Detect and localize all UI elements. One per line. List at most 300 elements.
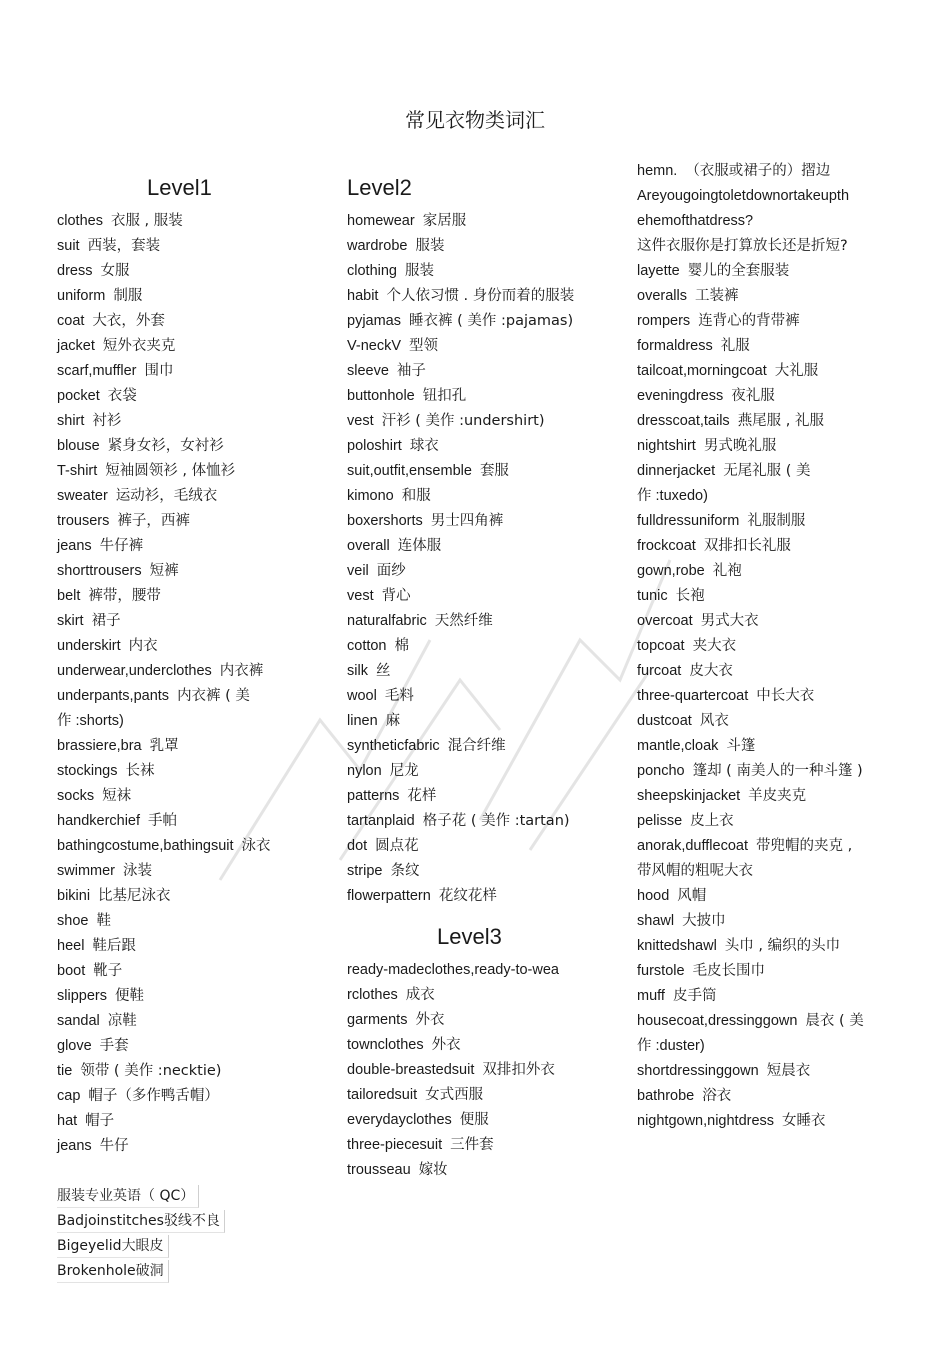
qc-entry-box	[57, 1185, 199, 1208]
vocab-english: slippers	[57, 988, 107, 1004]
vocab-entry	[347, 1158, 559, 1183]
vocab-entry	[57, 534, 271, 559]
vocab-chinese: 晨衣 ( 美	[805, 1013, 864, 1029]
vocab-entry	[637, 234, 864, 259]
vocab-chinese: 领带 ( 美作 :necktie)	[80, 1063, 222, 1079]
vocab-chinese: 制服	[113, 288, 143, 304]
vocab-chinese: 女睡衣	[782, 1113, 826, 1129]
vocab-english: tie	[57, 1063, 73, 1079]
vocab-chinese: 帽子（多作鸭舌帽）	[88, 1088, 219, 1104]
vocab-chinese: 短袜	[102, 788, 132, 804]
vocab-chinese: 浴衣	[702, 1088, 732, 1104]
vocab-entry	[637, 259, 864, 284]
vocab-entry	[637, 459, 864, 484]
vocab-entry	[637, 934, 864, 959]
vocab-english: coat	[57, 313, 85, 329]
vocab-chinese: 皮手筒	[672, 988, 717, 1004]
vocab-entry	[347, 684, 574, 709]
vocab-entry	[57, 784, 271, 809]
vocab-chinese: 工装裤	[694, 288, 739, 304]
vocab-chinese: 混合纤维	[447, 738, 506, 754]
qc-entry-box	[57, 1260, 169, 1283]
vocab-chinese: 泳衣	[241, 838, 271, 854]
vocab-chinese: 围巾	[144, 363, 174, 379]
vocab-english: linen	[347, 713, 378, 729]
vocab-english: ehemofthatdress?	[637, 213, 754, 229]
vocab-chinese: 成衣	[405, 987, 435, 1003]
vocab-chinese: 皮上衣	[690, 813, 734, 829]
vocab-english: 作 :tuxedo)	[637, 488, 708, 504]
vocab-chinese: 大衣，外套	[92, 313, 165, 329]
vocab-entry	[637, 309, 864, 334]
vocab-entry	[347, 884, 574, 909]
vocab-entry	[347, 459, 574, 484]
vocab-english: eveningdress	[637, 388, 724, 404]
vocab-entry	[347, 384, 574, 409]
vocab-chinese: 大披巾	[682, 913, 726, 929]
vocab-english: Badjoinstitches	[57, 1213, 164, 1229]
vocab-entry	[57, 559, 271, 584]
level1-heading: Level1	[147, 175, 212, 200]
vocab-english: sleeve	[347, 363, 389, 379]
vocab-chinese: 燕尾服 , 礼服	[737, 413, 825, 429]
vocab-chinese: 衬衫	[92, 413, 122, 429]
vocab-chinese: 便鞋	[114, 988, 144, 1004]
vocab-entry	[347, 1033, 559, 1058]
vocab-chinese: 衣服 , 服装	[110, 213, 183, 229]
vocab-english: bathingcostume,bathingsuit	[57, 838, 234, 854]
vocab-english: nylon	[347, 763, 382, 779]
vocab-english: housecoat,dressinggown	[637, 1013, 798, 1029]
level1-vocab-list	[57, 209, 271, 1159]
vocab-english: furcoat	[637, 663, 682, 679]
vocab-chinese: 男士四角裤	[430, 513, 504, 529]
vocab-chinese: 男式大衣	[700, 613, 759, 629]
vocab-entry	[57, 409, 271, 434]
vocab-chinese: 服装	[415, 238, 445, 254]
vocab-chinese: 家居服	[422, 213, 467, 229]
vocab-entry	[57, 634, 271, 659]
vocab-english: clothes	[57, 213, 103, 229]
vocab-english: buttonhole	[347, 388, 415, 404]
vocab-english: trousers	[57, 513, 110, 529]
vocab-chinese: 套服	[479, 463, 509, 479]
vocab-chinese: 鞋后跟	[92, 938, 136, 954]
vocab-chinese: 中长大衣	[756, 688, 815, 704]
vocab-english: formaldress	[637, 338, 713, 354]
vocab-entry	[57, 909, 271, 934]
vocab-english: flowerpattern	[347, 888, 431, 904]
vocab-english: socks	[57, 788, 95, 804]
vocab-chinese: 靴子	[93, 963, 123, 979]
vocab-entry	[637, 859, 864, 884]
vocab-english: stockings	[57, 763, 118, 779]
vocab-entry	[347, 409, 574, 434]
vocab-entry	[347, 559, 574, 584]
vocab-english: skirt	[57, 613, 84, 629]
vocab-english: topcoat	[637, 638, 685, 654]
vocab-english: rclothes	[347, 987, 398, 1003]
vocab-chinese: 和服	[401, 488, 431, 504]
vocab-entry	[637, 584, 864, 609]
vocab-chinese: 风衣	[699, 713, 729, 729]
qc-entry-box	[57, 1210, 225, 1233]
vocab-chinese: 夜礼服	[731, 388, 775, 404]
vocab-chinese: 头巾 , 编织的头巾	[724, 938, 841, 954]
vocab-english: gown,robe	[637, 563, 705, 579]
vocab-entry	[347, 434, 574, 459]
vocab-english: overall	[347, 538, 390, 554]
vocab-english: suit	[57, 238, 80, 254]
vocab-chinese: 内衣	[128, 638, 158, 654]
vocab-entry	[347, 259, 574, 284]
vocab-chinese: 三件套	[450, 1137, 494, 1153]
vocab-chinese: 丝	[375, 663, 391, 679]
vocab-entry	[57, 959, 271, 984]
vocab-entry	[347, 634, 574, 659]
vocab-entry	[57, 384, 271, 409]
vocab-english: pocket	[57, 388, 100, 404]
vocab-english: knittedshawl	[637, 938, 717, 954]
vocab-english: shorttrousers	[57, 563, 142, 579]
level3-heading: Level3	[437, 924, 502, 949]
vocab-entry	[347, 734, 574, 759]
vocab-entry	[347, 334, 574, 359]
vocab-entry	[57, 1184, 225, 1209]
vocab-entry	[57, 1234, 225, 1259]
vocab-entry	[57, 334, 271, 359]
vocab-chinese: 内衣裤 ( 美	[177, 688, 250, 704]
vocab-entry	[57, 884, 271, 909]
vocab-chinese: 比基尼泳衣	[98, 888, 171, 904]
vocab-english: underpants,pants	[57, 688, 170, 704]
vocab-english: habit	[347, 288, 379, 304]
vocab-entry	[347, 359, 574, 384]
vocab-chinese: 型领	[409, 338, 438, 354]
vocab-entry	[637, 834, 864, 859]
vocab-entry	[347, 1083, 559, 1108]
vocab-entry	[57, 1259, 225, 1284]
vocab-english: V-neckV	[347, 338, 401, 354]
vocab-entry	[347, 983, 559, 1008]
vocab-entry	[637, 1034, 864, 1059]
vocab-entry	[57, 1084, 271, 1109]
vocab-chinese: 长袍	[675, 588, 705, 604]
vocab-entry	[637, 884, 864, 909]
vocab-chinese: 双排扣长礼服	[703, 538, 791, 554]
vocab-english: tunic	[637, 588, 668, 604]
vocab-entry	[57, 759, 271, 784]
vocab-entry	[637, 159, 864, 184]
vocab-entry	[57, 284, 271, 309]
vocab-chinese: 破洞	[135, 1263, 164, 1279]
vocab-english: shirt	[57, 413, 85, 429]
vocab-english: tailcoat,morningcoat	[637, 363, 767, 379]
vocab-english: Areyougoingtoletdownortakeupth	[637, 188, 850, 204]
vocab-entry	[347, 809, 574, 834]
vocab-chinese: 泳装	[123, 863, 152, 879]
vocab-english: clothing	[347, 263, 397, 279]
vocab-entry	[637, 1059, 864, 1084]
vocab-entry	[347, 234, 574, 259]
vocab-entry	[57, 734, 271, 759]
vocab-english: nightshirt	[637, 438, 696, 454]
vocab-entry	[637, 634, 864, 659]
vocab-entry	[347, 584, 574, 609]
vocab-entry	[347, 834, 574, 859]
vocab-chinese: 条纹	[390, 863, 420, 879]
vocab-english: overalls	[637, 288, 687, 304]
vocab-entry	[637, 559, 864, 584]
vocab-entry	[57, 1109, 271, 1134]
vocab-english: Bigeyelid	[57, 1238, 122, 1254]
vocab-english: underwear,underclothes	[57, 663, 212, 679]
vocab-chinese: 裤子，西裤	[117, 513, 190, 529]
vocab-entry	[347, 958, 559, 983]
vocab-english: syntheticfabric	[347, 738, 440, 754]
vocab-chinese: 婴儿的全套服装	[687, 263, 790, 279]
vocab-english: jeans	[57, 538, 92, 554]
vocab-entry	[57, 1009, 271, 1034]
vocab-chinese: 女服	[100, 263, 130, 279]
vocab-english: jacket	[57, 338, 95, 354]
vocab-entry	[57, 434, 271, 459]
vocab-english: vest	[347, 413, 374, 429]
vocab-entry	[57, 209, 271, 234]
level3-vocab-list	[347, 958, 559, 1183]
vocab-english: dress	[57, 263, 93, 279]
vocab-english: homewear	[347, 213, 415, 229]
vocab-chinese: 礼服制服	[747, 513, 806, 529]
vocab-chinese: 风帽	[677, 888, 707, 904]
vocab-chinese: 无尾礼服 ( 美	[723, 463, 811, 479]
vocab-chinese: 球衣	[409, 438, 439, 454]
vocab-entry	[57, 834, 271, 859]
vocab-chinese: 乳罩	[149, 738, 179, 754]
vocab-chinese: 短晨衣	[766, 1063, 811, 1079]
vocab-chinese: 服装专业英语（ QC）	[57, 1188, 195, 1204]
vocab-chinese: 麻	[385, 713, 401, 729]
vocab-entry	[637, 509, 864, 534]
vocab-chinese: 毛皮长围巾	[692, 963, 766, 979]
vocab-chinese: 睡衣裤 ( 美作 :pajamas)	[409, 313, 574, 329]
vocab-chinese: 礼袍	[712, 563, 742, 579]
vocab-entry	[57, 1034, 271, 1059]
vocab-chinese: 短袖圆领衫 , 体恤衫	[105, 463, 236, 479]
vocab-chinese: 裙子	[91, 613, 121, 629]
vocab-entry	[637, 184, 864, 209]
vocab-english: overcoat	[637, 613, 693, 629]
vocab-english: dustcoat	[637, 713, 692, 729]
vocab-entry	[637, 434, 864, 459]
vocab-entry	[347, 534, 574, 559]
vocab-entry	[637, 734, 864, 759]
vocab-english: townclothes	[347, 1037, 424, 1053]
vocab-chinese: 袖子	[396, 363, 426, 379]
vocab-chinese: 连背心的背带裤	[698, 313, 800, 329]
vocab-chinese: 嫁妆	[418, 1162, 448, 1178]
vocab-chinese: 钮扣孔	[422, 388, 467, 404]
vocab-entry	[57, 484, 271, 509]
vocab-chinese: 礼服	[720, 338, 750, 354]
vocab-entry	[57, 984, 271, 1009]
vocab-chinese: 面纱	[376, 563, 406, 579]
vocab-entry	[57, 309, 271, 334]
vocab-english: sheepskinjacket	[637, 788, 741, 804]
vocab-chinese: 带风帽的粗呢大衣	[637, 863, 753, 879]
vocab-entry	[57, 1059, 271, 1084]
vocab-chinese: 裤带，腰带	[88, 588, 161, 604]
vocab-chinese: 帽子	[85, 1113, 115, 1129]
vocab-chinese: 紧身女衫，女衬衫	[107, 438, 224, 454]
vocab-english: furstole	[637, 963, 685, 979]
vocab-chinese: 连体服	[397, 538, 442, 554]
vocab-entry	[57, 1209, 225, 1234]
vocab-chinese: 个人依习惯 . 身份而着的服装	[386, 288, 575, 304]
vocab-entry	[637, 609, 864, 634]
vocab-chinese: 短外衣夹克	[102, 338, 176, 354]
column3-vocab-list	[637, 159, 864, 1134]
vocab-entry	[637, 284, 864, 309]
vocab-english: cap	[57, 1088, 81, 1104]
vocab-entry	[347, 1108, 559, 1133]
vocab-english: three-piecesuit	[347, 1137, 443, 1153]
vocab-entry	[57, 1134, 271, 1159]
vocab-entry	[637, 959, 864, 984]
vocab-english: wardrobe	[347, 238, 408, 254]
vocab-english: handkerchief	[57, 813, 141, 829]
vocab-chinese: 尼龙	[389, 763, 419, 779]
vocab-entry	[57, 459, 271, 484]
vocab-chinese: 花纹花样	[438, 888, 497, 904]
vocab-english: kimono	[347, 488, 394, 504]
vocab-english: cotton	[347, 638, 387, 654]
vocab-english: 作 :duster)	[637, 1038, 705, 1054]
vocab-entry	[637, 809, 864, 834]
vocab-entry	[57, 709, 271, 734]
vocab-english: blouse	[57, 438, 100, 454]
vocab-chinese: 夹大衣	[692, 638, 737, 654]
vocab-entry	[57, 259, 271, 284]
vocab-chinese: 汗衫 ( 美作 :undershirt)	[381, 413, 545, 429]
vocab-english: dinnerjacket	[637, 463, 716, 479]
vocab-english: everydayclothes	[347, 1112, 452, 1128]
vocab-chinese: 鞋	[96, 913, 111, 929]
vocab-chinese: 外衣	[415, 1012, 445, 1028]
vocab-english: belt	[57, 588, 81, 604]
vocab-english: rompers	[637, 313, 691, 329]
vocab-english: glove	[57, 1038, 92, 1054]
vocab-entry	[57, 609, 271, 634]
vocab-entry	[347, 759, 574, 784]
vocab-english: ready-madeclothes,ready-to-wea	[347, 962, 559, 978]
level2-vocab-list	[347, 209, 574, 909]
vocab-english: jeans	[57, 1138, 92, 1154]
vocab-chinese: 格子花 ( 美作 :tartan)	[422, 813, 570, 829]
vocab-english: shawl	[637, 913, 675, 929]
vocab-chinese: 圆点花	[375, 838, 419, 854]
vocab-english: sweater	[57, 488, 108, 504]
vocab-entry	[637, 1109, 864, 1134]
vocab-english: bikini	[57, 888, 91, 904]
vocab-chinese: 便服	[459, 1112, 489, 1128]
vocab-english: naturalfabric	[347, 613, 427, 629]
vocab-english: pyjamas	[347, 313, 401, 329]
vocab-entry	[637, 209, 864, 234]
vocab-english: T-shirt	[57, 463, 98, 479]
vocab-entry	[637, 409, 864, 434]
vocab-entry	[637, 534, 864, 559]
vocab-entry	[637, 334, 864, 359]
level2-heading: Level2	[347, 175, 412, 200]
vocab-entry	[347, 659, 574, 684]
vocab-english: shoe	[57, 913, 89, 929]
vocab-entry	[347, 1133, 559, 1158]
vocab-chinese: 男式晚礼服	[703, 438, 777, 454]
vocab-entry	[347, 709, 574, 734]
vocab-english: uniform	[57, 288, 106, 304]
vocab-chinese: 西装，套装	[87, 238, 161, 254]
vocab-english: patterns	[347, 788, 400, 804]
vocab-english: shortdressinggown	[637, 1063, 759, 1079]
vocab-english: bathrobe	[637, 1088, 695, 1104]
vocab-chinese: 带兜帽的夹克 ,	[755, 838, 853, 854]
vocab-chinese: （衣服或裙子的）摺边	[685, 163, 831, 179]
vocab-chinese: 双排扣外衣	[482, 1062, 555, 1078]
vocab-english: hemn.	[637, 163, 678, 179]
vocab-chinese: 外衣	[431, 1037, 461, 1053]
vocab-chinese: 衣袋	[107, 388, 137, 404]
vocab-english: tartanplaid	[347, 813, 415, 829]
vocab-entry	[57, 659, 271, 684]
vocab-chinese: 手套	[99, 1038, 129, 1054]
vocab-english: double-breastedsuit	[347, 1062, 475, 1078]
vocab-entry	[637, 359, 864, 384]
vocab-english: anorak,dufflecoat	[637, 838, 748, 854]
vocab-english: underskirt	[57, 638, 121, 654]
vocab-entry	[637, 784, 864, 809]
vocab-chinese: 凉鞋	[107, 1013, 137, 1029]
vocab-entry	[347, 609, 574, 634]
qc-vocab-list	[57, 1184, 225, 1284]
vocab-english: nightgown,nightdress	[637, 1113, 775, 1129]
vocab-english: heel	[57, 938, 85, 954]
vocab-chinese: 短裤	[149, 563, 179, 579]
vocab-english: scarf,muffler	[57, 363, 137, 379]
vocab-entry	[347, 209, 574, 234]
vocab-chinese: 皮大衣	[689, 663, 733, 679]
vocab-english: pelisse	[637, 813, 683, 829]
vocab-chinese: 棉	[394, 638, 409, 654]
vocab-chinese: 驳线不良	[163, 1213, 220, 1229]
vocab-chinese: 长袜	[125, 763, 155, 779]
vocab-entry	[57, 684, 271, 709]
vocab-english: three-quartercoat	[637, 688, 749, 704]
vocab-entry	[57, 584, 271, 609]
vocab-chinese: 花样	[407, 788, 437, 804]
vocab-entry	[637, 384, 864, 409]
vocab-chinese: 毛料	[384, 688, 414, 704]
vocab-english: veil	[347, 563, 369, 579]
vocab-chinese: 斗篷	[726, 738, 756, 754]
vocab-entry	[637, 909, 864, 934]
vocab-entry	[347, 284, 574, 309]
vocab-english: dot	[347, 838, 368, 854]
vocab-english: hood	[637, 888, 670, 904]
vocab-english: mantle,cloak	[637, 738, 719, 754]
vocab-english: wool	[347, 688, 377, 704]
vocab-chinese: 大眼皮	[121, 1238, 164, 1254]
